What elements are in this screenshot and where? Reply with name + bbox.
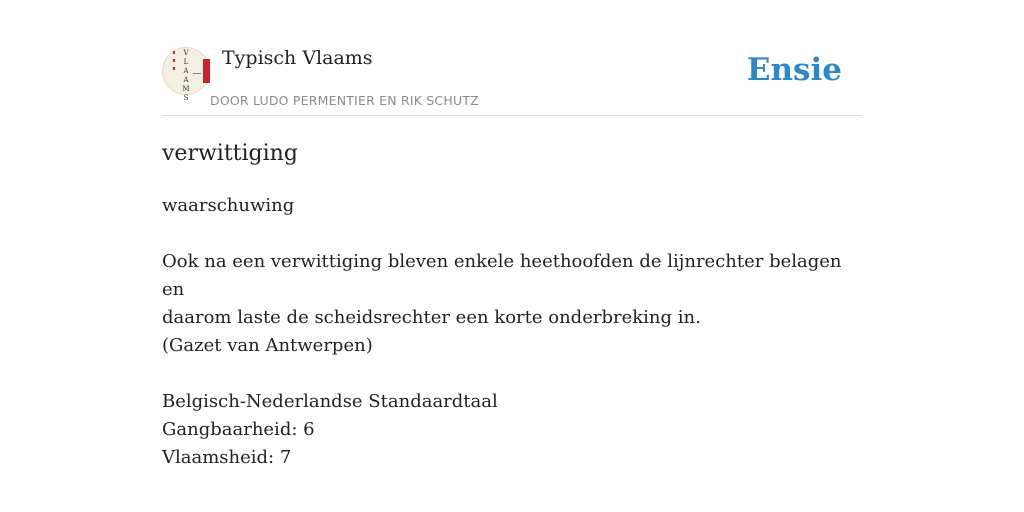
entry-example-line: Ook na een verwittiging bleven enkele heethoofden de lijnrechter belagen en [162, 251, 842, 300]
entry-vlaamsheid: Vlaamsheid: 7 [162, 447, 292, 468]
avatar-accent-mark [173, 67, 175, 70]
avatar-accent-mark [173, 59, 175, 62]
entry-source: (Gazet van Antwerpen) [162, 335, 373, 356]
entry-title: verwittiging [162, 141, 298, 166]
header [162, 0, 862, 116]
spacer [162, 360, 862, 388]
entry-definition: waarschuwing [162, 195, 295, 216]
spacer [162, 220, 862, 248]
entry-gangbaarheid: Gangbaarheid: 6 [162, 419, 315, 440]
entry-language: Belgisch-Nederlandse Standaardtaal [162, 391, 498, 412]
avatar-lettering: V L A A M S [182, 49, 190, 102]
avatar-accent-mark [173, 51, 175, 54]
page [162, 0, 862, 512]
entry-example-line: daarom laste de scheidsrechter een korte onderbreking in. [162, 307, 701, 328]
entry-body [162, 192, 862, 472]
ensie-logo-link[interactable]: Ensie [746, 52, 842, 88]
avatar-fine-print [193, 73, 201, 74]
avatar[interactable] [162, 47, 210, 102]
blog-title[interactable]: Typisch Vlaams [222, 47, 373, 69]
byline: DOOR LUDO PERMENTIER EN RIK SCHUTZ [210, 93, 479, 108]
avatar-red-bar [203, 59, 210, 83]
